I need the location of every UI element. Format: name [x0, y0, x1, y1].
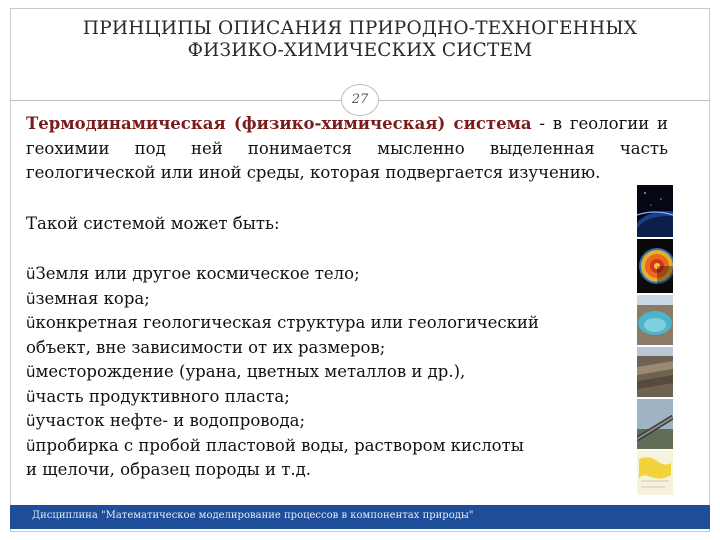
list-item-continuation: объект, вне зависимости от их размеров; [26, 337, 386, 357]
spacer [26, 186, 668, 212]
check-icon: ü [26, 289, 36, 308]
check-icon: ü [26, 436, 36, 455]
space-image [637, 185, 673, 237]
list-item [26, 287, 668, 312]
list-item [26, 262, 668, 287]
list-item-text: участок нефте- и водопровода; [35, 411, 306, 430]
image-strip [637, 185, 673, 495]
list-item [26, 360, 668, 385]
title-line-2: ФИЗИКО-ХИМИЧЕСКИХ СИСТЕМ [187, 40, 533, 61]
pipeline-image [637, 399, 673, 449]
mine-image [637, 347, 673, 397]
list-item-continuation: и щелочи, образец породы и т.д. [26, 460, 312, 479]
title-line-1: ПРИНЦИПЫ ОПИСАНИЯ ПРИРОДНО-ТЕХНОГЕННЫХ [82, 18, 638, 39]
list-item-text: земная кора; [35, 288, 150, 308]
spacer [26, 236, 668, 262]
quarry-lake-image [637, 295, 673, 345]
check-icon: ü [26, 363, 36, 381]
list-item [26, 311, 668, 336]
list-item-text: конкретная геологическая структура или геологический [35, 313, 539, 332]
footer-bar [10, 505, 710, 529]
list-item-text: месторождение (урана, цветных металлов и др.), [35, 362, 466, 381]
check-icon: ü [26, 412, 36, 430]
intro-text: Такой системой может быть: [26, 213, 280, 233]
definition-text: - в геологии и геохимии под ней понимается мысленно выделенная часть геологической или иной среды, которая подвергается изучению. [26, 114, 668, 182]
earth-layers-image [637, 239, 673, 293]
list-item [26, 409, 668, 434]
page-number: 27 [341, 84, 379, 116]
geologic-map-image [637, 451, 673, 495]
list-item [26, 385, 668, 410]
check-icon: ü [26, 314, 36, 332]
slide-title [20, 18, 700, 62]
check-icon: ü [26, 265, 36, 283]
list-item-text: пробирка с пробой пластовой воды, раствором кислоты [35, 435, 524, 455]
list-item-text: Земля или другое космическое тело; [35, 264, 360, 283]
list-item [26, 434, 668, 459]
footer-text: Дисциплина "Математическое моделирование процессов в компонентах природы" [32, 510, 474, 521]
list-item-text: часть продуктивного пласта; [35, 386, 290, 406]
definition-term: Термодинамическая (физико-химическая) система [26, 114, 532, 133]
check-icon: ü [26, 387, 36, 406]
slide-body [26, 112, 668, 483]
definition-paragraph [26, 112, 668, 186]
